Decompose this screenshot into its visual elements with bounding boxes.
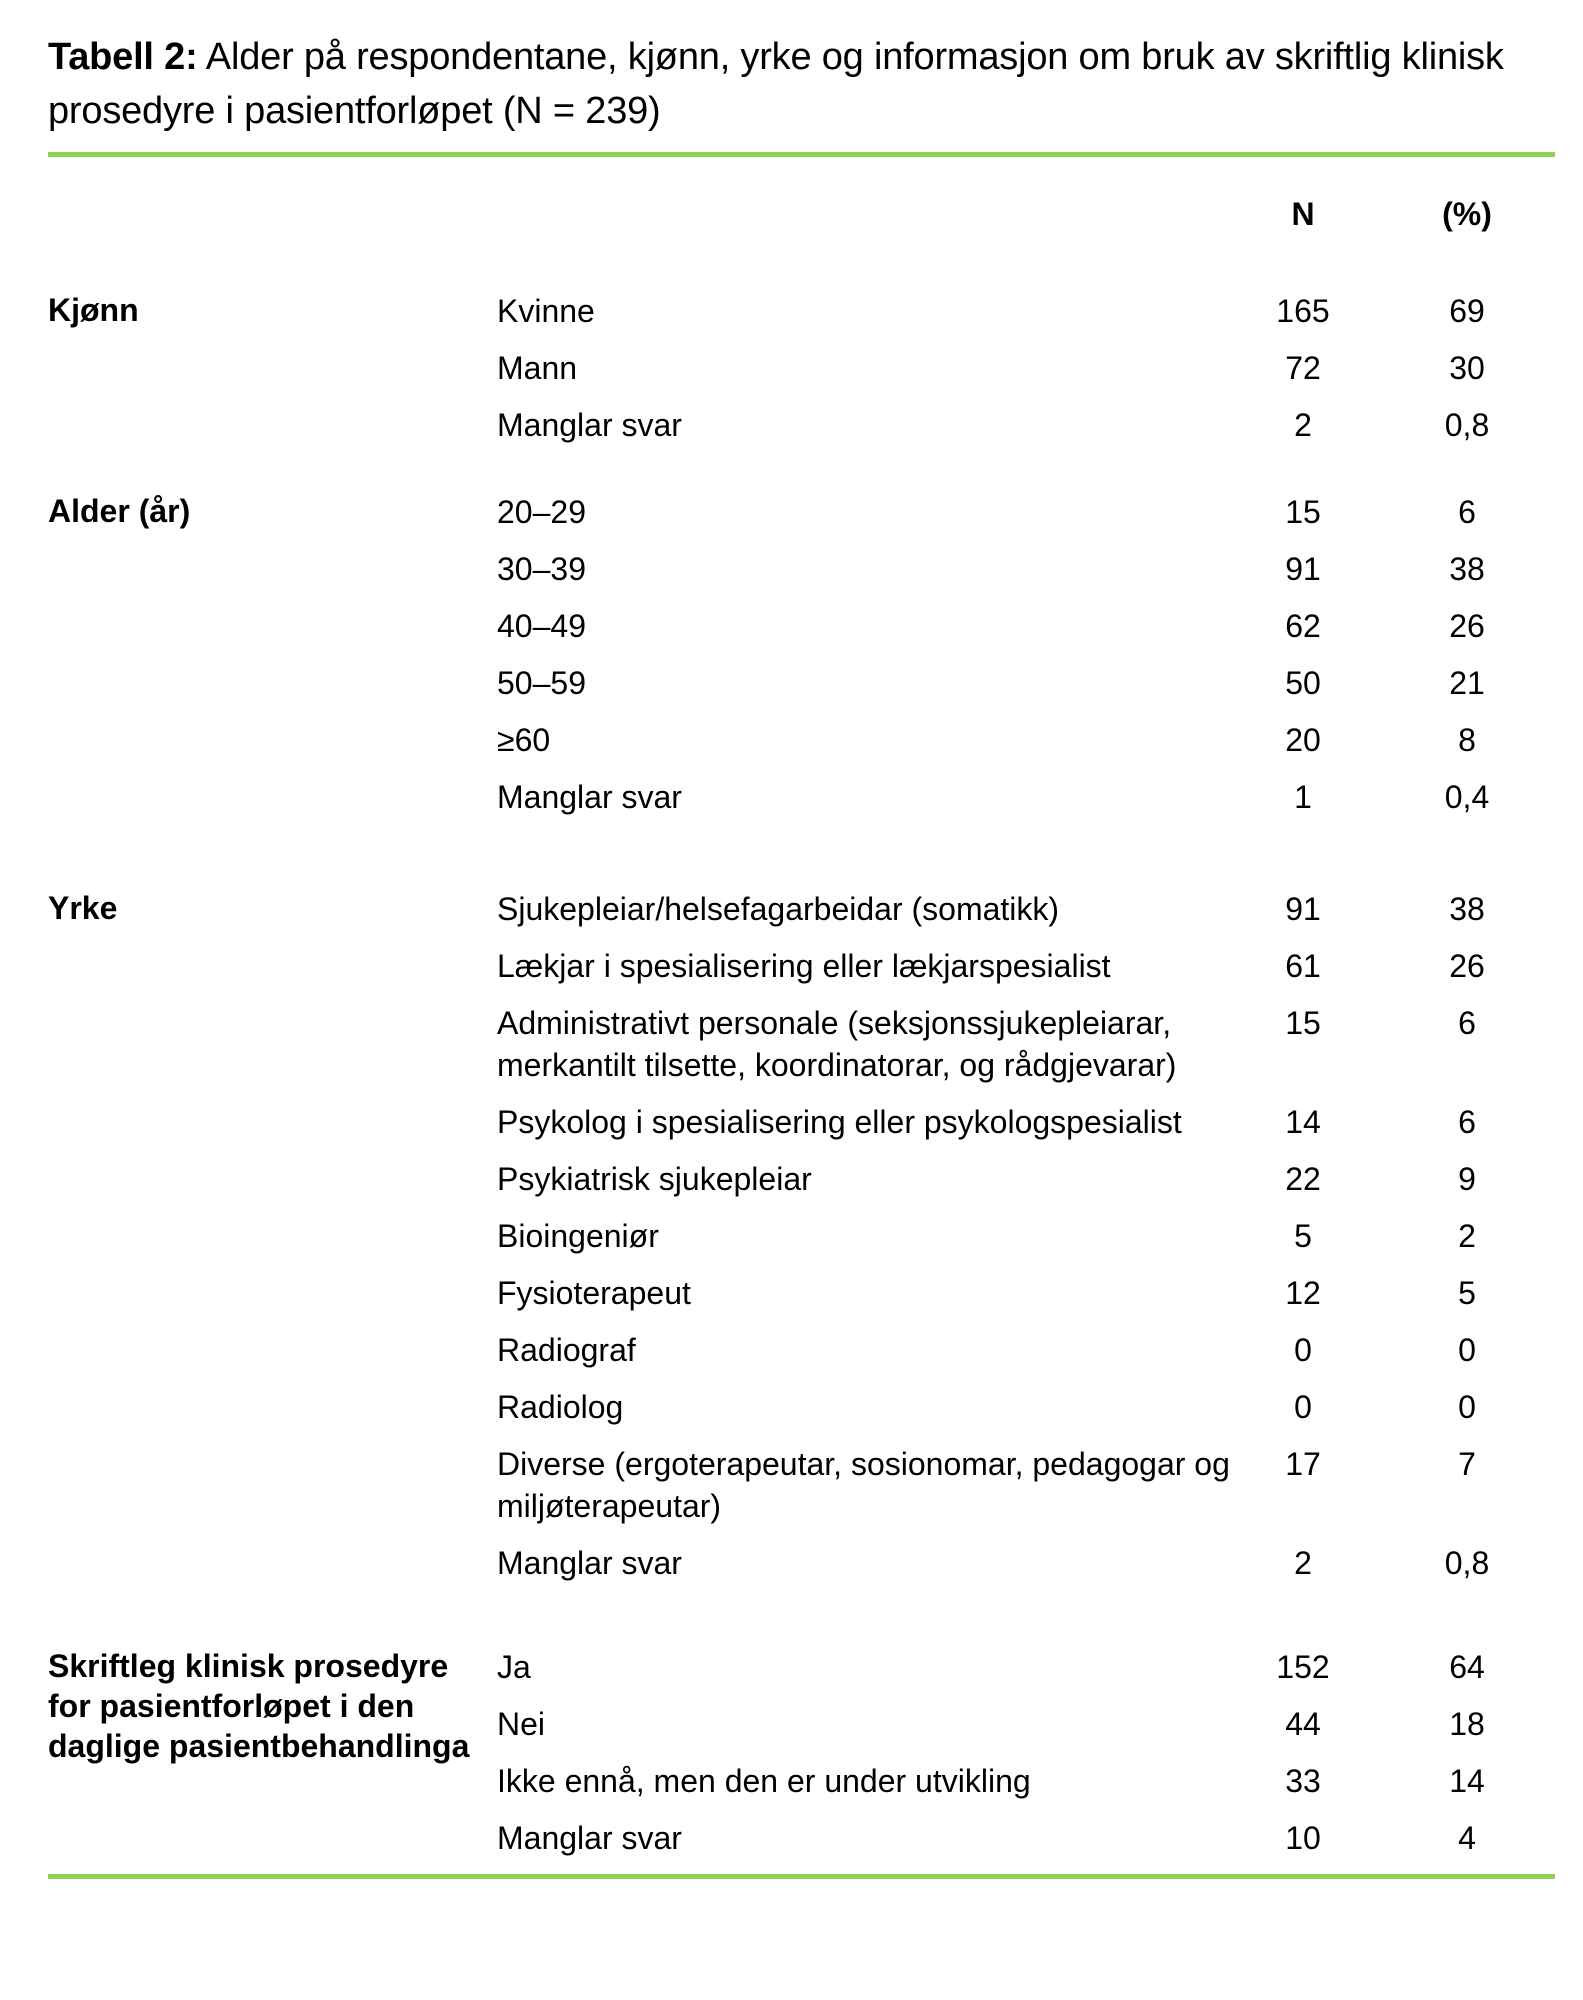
table-body <box>48 290 1555 1859</box>
column-spacer <box>1349 888 1403 930</box>
table-section <box>48 888 1555 1584</box>
table-row <box>497 347 1555 389</box>
row-label: Nei <box>497 1706 546 1742</box>
column-spacer <box>1349 1101 1403 1143</box>
row-pct-value: 6 <box>1458 494 1476 530</box>
table-row <box>497 605 1555 647</box>
column-spacer <box>1349 1329 1403 1371</box>
row-pct-value: 26 <box>1449 608 1485 644</box>
column-spacer <box>1349 1443 1403 1527</box>
table-row <box>497 1101 1555 1143</box>
column-spacer <box>1349 548 1403 590</box>
row-n-value: 33 <box>1285 1763 1321 1799</box>
table-row <box>497 1443 1555 1527</box>
column-spacer <box>1349 1703 1403 1745</box>
row-n-value: 15 <box>1285 1005 1321 1041</box>
row-n-value: 14 <box>1285 1104 1321 1140</box>
accent-rule-bottom <box>48 1874 1555 1879</box>
row-pct-value: 8 <box>1458 722 1476 758</box>
row-label: Sjukepleiar/helsefagarbeidar (somatikk) <box>497 891 1060 927</box>
row-label: Manglar svar <box>497 1545 682 1581</box>
table-row <box>497 1215 1555 1257</box>
row-pct-value: 69 <box>1449 293 1485 329</box>
column-spacer <box>1349 1215 1403 1257</box>
table-section <box>48 491 1555 818</box>
row-n-value: 152 <box>1276 1649 1330 1685</box>
row-n-value: 2 <box>1294 1545 1312 1581</box>
row-pct-value: 2 <box>1458 1218 1476 1254</box>
table-row <box>497 662 1555 704</box>
table-row <box>497 404 1555 446</box>
table-row <box>497 548 1555 590</box>
section-category: Kjønn <box>48 292 139 328</box>
row-label: Manglar svar <box>497 779 682 815</box>
table-section <box>48 1646 1555 1859</box>
table-row <box>497 776 1555 818</box>
column-spacer <box>1349 1158 1403 1200</box>
row-n-value: 5 <box>1294 1218 1312 1254</box>
column-header-n: N <box>1291 196 1315 232</box>
row-pct-value: 0,8 <box>1444 407 1490 443</box>
row-n-value: 2 <box>1294 407 1312 443</box>
table-row <box>497 888 1555 930</box>
row-label: Manglar svar <box>497 1820 682 1856</box>
row-label: 20–29 <box>497 494 586 530</box>
row-label: Diverse (ergoterapeutar, sosionomar, pedagogar og miljøterapeutar) <box>497 1446 1230 1524</box>
column-spacer <box>1349 1002 1403 1086</box>
row-n-value: 20 <box>1285 722 1321 758</box>
table-row <box>497 1760 1555 1802</box>
row-n-value: 91 <box>1285 891 1321 927</box>
row-label: ≥60 <box>497 722 551 758</box>
page-title <box>48 30 1555 138</box>
row-n-value: 10 <box>1285 1820 1321 1856</box>
column-header-row <box>48 197 1555 231</box>
row-pct-value: 6 <box>1458 1005 1476 1041</box>
row-label: Radiolog <box>497 1389 624 1425</box>
row-n-value: 15 <box>1285 494 1321 530</box>
section-category: Yrke <box>48 890 118 926</box>
row-n-value: 0 <box>1294 1332 1312 1368</box>
table-row <box>497 1158 1555 1200</box>
row-pct-value: 6 <box>1458 1104 1476 1140</box>
column-spacer <box>1349 1760 1403 1802</box>
table-row <box>497 1272 1555 1314</box>
row-pct-value: 7 <box>1458 1446 1476 1482</box>
row-n-value: 12 <box>1285 1275 1321 1311</box>
row-label: Administrativt personale (seksjonssjukepleiarar, merkantilt tilsette, koordinatorar, og rådgjevarar) <box>497 1005 1177 1083</box>
row-label: Manglar svar <box>497 407 682 443</box>
row-label: Radiograf <box>497 1332 636 1368</box>
table-section <box>48 290 1555 446</box>
column-spacer <box>1349 1646 1403 1688</box>
row-n-value: 62 <box>1285 608 1321 644</box>
row-n-value: 91 <box>1285 551 1321 587</box>
table-row <box>497 719 1555 761</box>
accent-rule-top <box>48 152 1555 157</box>
row-pct-value: 4 <box>1458 1820 1476 1856</box>
row-label: Bioingeniør <box>497 1218 659 1254</box>
row-pct-value: 18 <box>1449 1706 1485 1742</box>
table-row <box>497 1646 1555 1688</box>
table-row <box>497 945 1555 987</box>
row-pct-value: 21 <box>1449 665 1485 701</box>
row-label: Ikke ennå, men den er under utvikling <box>497 1763 1031 1799</box>
row-pct-value: 38 <box>1449 891 1485 927</box>
row-n-value: 1 <box>1294 779 1312 815</box>
column-spacer <box>1349 290 1403 332</box>
section-category: Skriftleg klinisk prosedyre for pasientforløpet i den daglige pasientbehandlinga <box>48 1648 470 1764</box>
row-n-value: 0 <box>1294 1389 1312 1425</box>
row-pct-value: 5 <box>1458 1275 1476 1311</box>
row-label: 30–39 <box>497 551 586 587</box>
column-spacer <box>1349 605 1403 647</box>
row-n-value: 22 <box>1285 1161 1321 1197</box>
column-spacer <box>1349 776 1403 818</box>
row-pct-value: 0,4 <box>1444 779 1490 815</box>
column-spacer <box>1349 719 1403 761</box>
row-label: Psykolog i spesialisering eller psykologspesialist <box>497 1104 1182 1140</box>
row-label: Fysioterapeut <box>497 1275 691 1311</box>
section-category: Alder (år) <box>48 493 191 529</box>
table-row <box>497 1817 1555 1859</box>
row-label: Psykiatrisk sjukepleiar <box>497 1161 812 1197</box>
column-spacer <box>1349 1386 1403 1428</box>
row-pct-value: 9 <box>1458 1161 1476 1197</box>
table-row <box>497 1703 1555 1745</box>
row-label: Lækjar i spesialisering eller lækjarspesialist <box>497 948 1111 984</box>
row-pct-value: 0 <box>1458 1332 1476 1368</box>
table-row <box>497 1542 1555 1584</box>
column-spacer <box>1349 491 1403 533</box>
row-pct-value: 26 <box>1449 948 1485 984</box>
table-caption: Alder på respondentane, kjønn, yrke og informasjon om bruk av skriftlig klinisk prosedyre i pasientforløpet (N = 239) <box>48 36 1504 132</box>
row-label: Ja <box>497 1649 531 1685</box>
table-row <box>497 491 1555 533</box>
column-spacer <box>1349 404 1403 446</box>
column-spacer <box>1349 1272 1403 1314</box>
table-number-label: Tabell 2: <box>48 36 198 78</box>
row-pct-value: 0 <box>1458 1389 1476 1425</box>
column-spacer <box>1349 1817 1403 1859</box>
row-pct-value: 14 <box>1449 1763 1485 1799</box>
row-pct-value: 38 <box>1449 551 1485 587</box>
table-row <box>497 1386 1555 1428</box>
row-n-value: 165 <box>1276 293 1330 329</box>
table-row <box>497 290 1555 332</box>
row-n-value: 72 <box>1285 350 1321 386</box>
column-spacer <box>1349 347 1403 389</box>
row-n-value: 50 <box>1285 665 1321 701</box>
column-header-pct: (%) <box>1442 196 1492 232</box>
row-label: Kvinne <box>497 293 595 329</box>
column-spacer <box>1349 662 1403 704</box>
column-spacer <box>1349 1542 1403 1584</box>
row-pct-value: 64 <box>1449 1649 1485 1685</box>
row-n-value: 44 <box>1285 1706 1321 1742</box>
row-pct-value: 30 <box>1449 350 1485 386</box>
row-label: 50–59 <box>497 665 586 701</box>
row-label: Mann <box>497 350 578 386</box>
row-pct-value: 0,8 <box>1444 1545 1490 1581</box>
table-row <box>497 1329 1555 1371</box>
row-n-value: 61 <box>1285 948 1321 984</box>
row-label: 40–49 <box>497 608 586 644</box>
table-row <box>497 1002 1555 1086</box>
row-n-value: 17 <box>1285 1446 1321 1482</box>
column-spacer <box>1349 945 1403 987</box>
